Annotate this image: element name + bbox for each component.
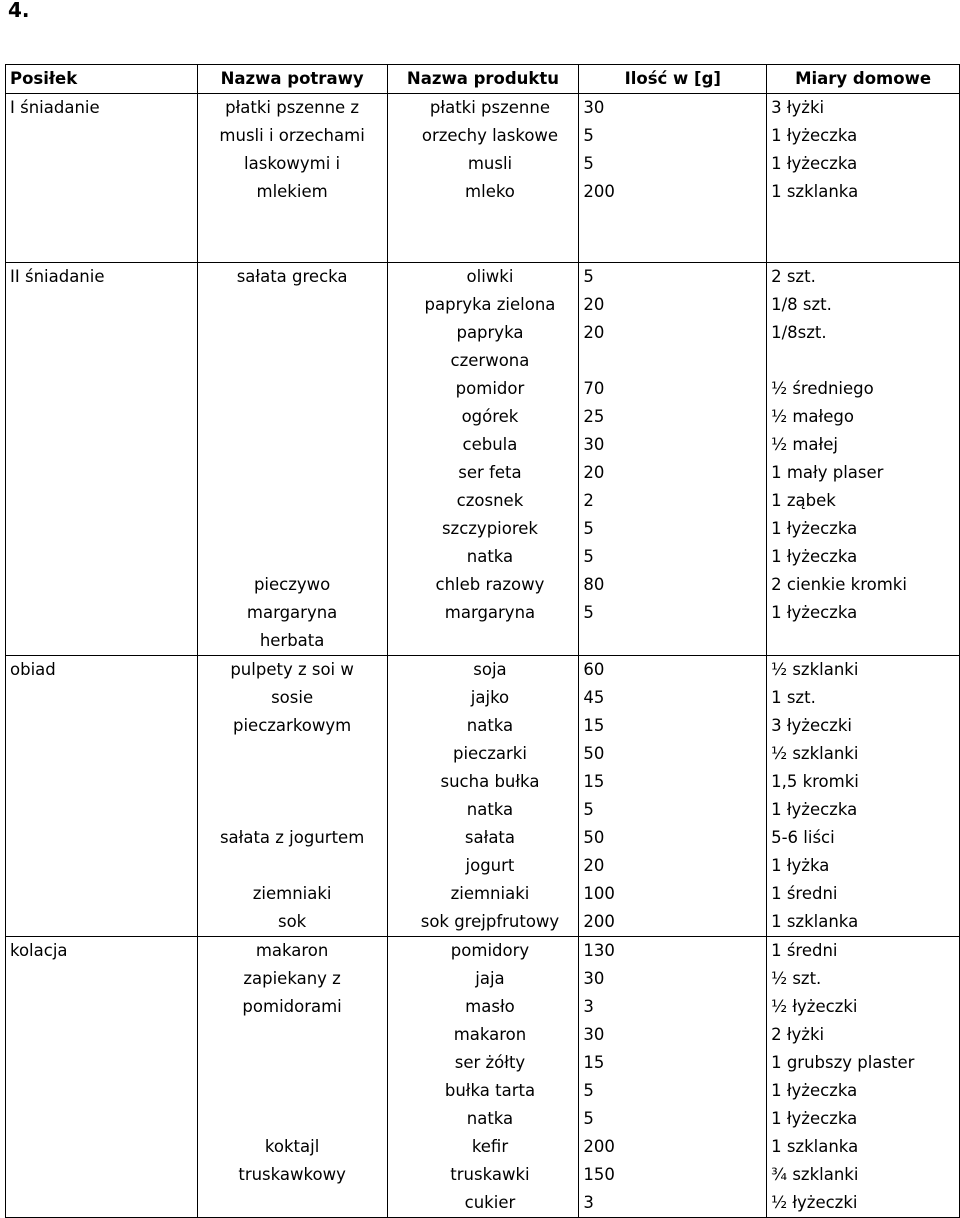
measure-cell <box>767 263 960 656</box>
product-line: jajko <box>470 688 510 707</box>
product-line: pomidory <box>450 941 530 960</box>
product-line: cukier <box>464 1193 516 1212</box>
amount-line: 130 <box>583 941 615 960</box>
product-line: natka <box>466 716 514 735</box>
product-cell <box>387 94 579 263</box>
amount-line: 60 <box>583 660 605 679</box>
header-product: Nazwa produktu <box>387 65 579 94</box>
product-line: mleko <box>465 182 515 201</box>
table-row <box>6 656 960 937</box>
product-line: czerwona <box>450 351 530 370</box>
dish-line <box>202 768 383 796</box>
measure-line: 1 średni <box>771 941 838 960</box>
header-amount: Ilość w [g] <box>579 65 767 94</box>
dish-line: laskowymi i <box>244 154 341 173</box>
measure-line: ½ średniego <box>771 379 874 398</box>
measure-line: 1 szklanka <box>771 1137 859 1156</box>
table-row <box>6 94 960 263</box>
measure-line: ½ łyżeczki <box>771 1193 858 1212</box>
amount-line: 25 <box>583 407 605 426</box>
amount-line: 30 <box>583 435 605 454</box>
measure-line: ½ szt. <box>771 969 822 988</box>
product-line: chleb razowy <box>435 575 545 594</box>
amount-line: 3 <box>583 997 594 1016</box>
dish-line <box>202 515 383 543</box>
amount-line: 200 <box>583 182 615 201</box>
product-line: ogórek <box>461 407 519 426</box>
product-line: jogurt <box>465 856 515 875</box>
measure-line: 1 łyżeczka <box>771 1109 858 1128</box>
measure-line: 1 łyżka <box>771 856 830 875</box>
amount-line: 30 <box>583 98 605 117</box>
product-line: natka <box>466 547 514 566</box>
product-line: margaryna <box>444 603 536 622</box>
amount-line: 3 <box>583 1193 594 1212</box>
measure-line: 3 łyżki <box>771 98 825 117</box>
dish-line: płatki pszenne z <box>225 98 360 117</box>
measure-line: ½ małego <box>771 407 854 426</box>
measure-line: 1,5 kromki <box>771 772 859 791</box>
dish-line: koktajl <box>264 1137 320 1156</box>
product-line: papryka <box>456 323 524 342</box>
measure-line: 2 szt. <box>771 267 816 286</box>
product-line: truskawki <box>450 1165 530 1184</box>
dish-line: ziemniaki <box>252 884 332 903</box>
amount-line: 80 <box>583 575 605 594</box>
product-line: natka <box>466 1109 514 1128</box>
measure-line: 1 grubszy plaster <box>771 1053 915 1072</box>
meal-name: II śniadanie <box>10 267 105 286</box>
meal-cell <box>6 263 198 656</box>
dish-line: makaron <box>255 941 329 960</box>
measure-line: 1/8 szt. <box>771 295 832 314</box>
dish-line <box>202 852 383 880</box>
dish-cell <box>197 263 387 656</box>
header-dish: Nazwa potrawy <box>197 65 387 94</box>
dish-line <box>202 206 383 234</box>
measure-line <box>771 347 955 375</box>
product-line <box>406 627 575 655</box>
measure-line: ¾ szklanki <box>771 1165 859 1184</box>
dish-line: pieczarkowym <box>232 716 352 735</box>
dish-line <box>202 796 383 824</box>
product-line <box>406 234 575 262</box>
amount-line: 70 <box>583 379 605 398</box>
dish-line <box>202 1189 383 1217</box>
dish-line <box>202 403 383 431</box>
measure-line: ½ szklanki <box>771 744 859 763</box>
measure-line: 1 łyżeczka <box>771 547 858 566</box>
product-line: ziemniaki <box>450 884 530 903</box>
dish-line: pieczywo <box>253 575 331 594</box>
measure-cell <box>767 94 960 263</box>
measure-line: 1 łyżeczka <box>771 1081 858 1100</box>
meal-cell <box>6 656 198 937</box>
dish-line <box>202 1077 383 1105</box>
product-cell <box>387 656 579 937</box>
measure-line: 1 łyżeczka <box>771 800 858 819</box>
measure-line <box>771 234 955 262</box>
amount-line: 5 <box>583 267 594 286</box>
product-line: pomidor <box>455 379 525 398</box>
measure-line: 1 mały plaser <box>771 463 884 482</box>
product-cell <box>387 263 579 656</box>
dish-cell <box>197 656 387 937</box>
product-line: masło <box>465 997 515 1016</box>
table-row <box>6 263 960 656</box>
amount-line: 5 <box>583 547 594 566</box>
amount-line: 15 <box>583 772 605 791</box>
product-line: orzechy laskowe <box>421 126 559 145</box>
amount-line: 5 <box>583 1081 594 1100</box>
dish-line <box>202 740 383 768</box>
product-line: cebula <box>462 435 518 454</box>
amount-line: 150 <box>583 1165 615 1184</box>
header-row <box>6 65 960 94</box>
amount-cell <box>579 937 767 1218</box>
dish-line <box>202 487 383 515</box>
dish-line: sosie <box>271 688 314 707</box>
dish-line: sok <box>277 912 307 931</box>
amount-cell <box>579 94 767 263</box>
product-line: czosnek <box>456 491 524 510</box>
amount-line <box>583 627 762 655</box>
measure-line: 1 szklanka <box>771 182 859 201</box>
dish-line: pomidorami <box>242 997 342 1016</box>
product-line: sok grejpfrutowy <box>420 912 560 931</box>
dish-line: pulpety z soi w <box>230 660 354 679</box>
amount-cell <box>579 263 767 656</box>
dish-line <box>202 543 383 571</box>
measure-line: ½ łyżeczki <box>771 997 858 1016</box>
measure-line: 2 łyżki <box>771 1025 825 1044</box>
header-measure: Miary domowe <box>767 65 960 94</box>
amount-line <box>583 206 762 234</box>
measure-line <box>771 206 955 234</box>
dish-line <box>202 459 383 487</box>
dish-line <box>202 1105 383 1133</box>
dish-line <box>202 1021 383 1049</box>
measure-line: 5-6 liści <box>771 828 835 847</box>
measure-line: 1 łyżeczka <box>771 126 858 145</box>
measure-line: ½ szklanki <box>771 660 859 679</box>
measure-line: 1 szt. <box>771 688 816 707</box>
product-line: papryka zielona <box>424 295 556 314</box>
amount-line: 30 <box>583 969 605 988</box>
amount-line: 5 <box>583 519 594 538</box>
measure-line: 1 ząbek <box>771 491 836 510</box>
product-line: sałata <box>464 828 516 847</box>
amount-line: 50 <box>583 828 605 847</box>
table-row <box>6 937 960 1218</box>
meal-name: kolacja <box>10 941 68 960</box>
amount-line: 200 <box>583 912 615 931</box>
amount-line: 5 <box>583 1109 594 1128</box>
amount-line: 15 <box>583 1053 605 1072</box>
amount-line: 20 <box>583 323 605 342</box>
product-line: kefir <box>471 1137 509 1156</box>
dish-line <box>202 1049 383 1077</box>
product-line: natka <box>466 800 514 819</box>
product-line: jaja <box>475 969 505 988</box>
amount-line: 20 <box>583 856 605 875</box>
amount-line: 5 <box>583 126 594 145</box>
dish-line <box>202 234 383 262</box>
product-line: ser feta <box>458 463 522 482</box>
amount-line: 20 <box>583 295 605 314</box>
section-number: 4. <box>8 0 30 22</box>
measure-line: 1 łyżeczka <box>771 154 858 173</box>
product-cell <box>387 937 579 1218</box>
meal-cell <box>6 937 198 1218</box>
meal-cell <box>6 94 198 263</box>
product-line: musli <box>467 154 513 173</box>
amount-cell <box>579 656 767 937</box>
meal-name: I śniadanie <box>10 98 100 117</box>
product-line: bułka tarta <box>444 1081 536 1100</box>
product-line: płatki pszenne <box>429 98 550 117</box>
dish-line <box>202 291 383 319</box>
dish-line: zapiekany z <box>243 969 341 988</box>
product-line: szczypiorek <box>441 519 538 538</box>
product-line: oliwki <box>466 267 514 286</box>
dish-line: margaryna <box>246 603 338 622</box>
measure-line: 1 łyżeczka <box>771 603 858 622</box>
dish-line: truskawkowy <box>238 1165 346 1184</box>
header-meal: Posiłek <box>6 65 198 94</box>
product-line: pieczarki <box>452 744 527 763</box>
measure-line: 1/8szt. <box>771 323 827 342</box>
meal-name: obiad <box>10 660 56 679</box>
dish-cell <box>197 94 387 263</box>
amount-line: 45 <box>583 688 605 707</box>
measure-line: ½ małej <box>771 435 838 454</box>
measure-cell <box>767 656 960 937</box>
dish-line: sałata grecka <box>236 267 348 286</box>
amount-line: 5 <box>583 603 594 622</box>
measure-line: 2 cienkie kromki <box>771 575 907 594</box>
dish-line <box>202 431 383 459</box>
dish-line <box>202 319 383 347</box>
amount-line <box>583 347 762 375</box>
measure-line: 1 szklanka <box>771 912 859 931</box>
measure-line <box>771 627 955 655</box>
product-line: sucha bułka <box>440 772 540 791</box>
amount-line: 200 <box>583 1137 615 1156</box>
meal-plan-table <box>5 64 960 1218</box>
product-line: makaron <box>453 1025 527 1044</box>
amount-line: 2 <box>583 491 594 510</box>
product-line: ser żółty <box>454 1053 526 1072</box>
amount-line: 5 <box>583 154 594 173</box>
dish-line: sałata z jogurtem <box>219 828 365 847</box>
measure-line: 1 łyżeczka <box>771 519 858 538</box>
dish-cell <box>197 937 387 1218</box>
dish-line <box>202 375 383 403</box>
dish-line: herbata <box>259 631 325 650</box>
amount-line: 100 <box>583 884 615 903</box>
amount-line: 30 <box>583 1025 605 1044</box>
dish-line: musli i orzechami <box>219 126 365 145</box>
measure-line: 1 średni <box>771 884 838 903</box>
product-line: soja <box>473 660 507 679</box>
amount-line: 20 <box>583 463 605 482</box>
dish-line <box>202 347 383 375</box>
amount-line <box>583 234 762 262</box>
measure-cell <box>767 937 960 1218</box>
amount-line: 50 <box>583 744 605 763</box>
amount-line: 15 <box>583 716 605 735</box>
product-line <box>406 206 575 234</box>
dish-line: mlekiem <box>256 182 328 201</box>
measure-line: 3 łyżeczki <box>771 716 852 735</box>
amount-line: 5 <box>583 800 594 819</box>
